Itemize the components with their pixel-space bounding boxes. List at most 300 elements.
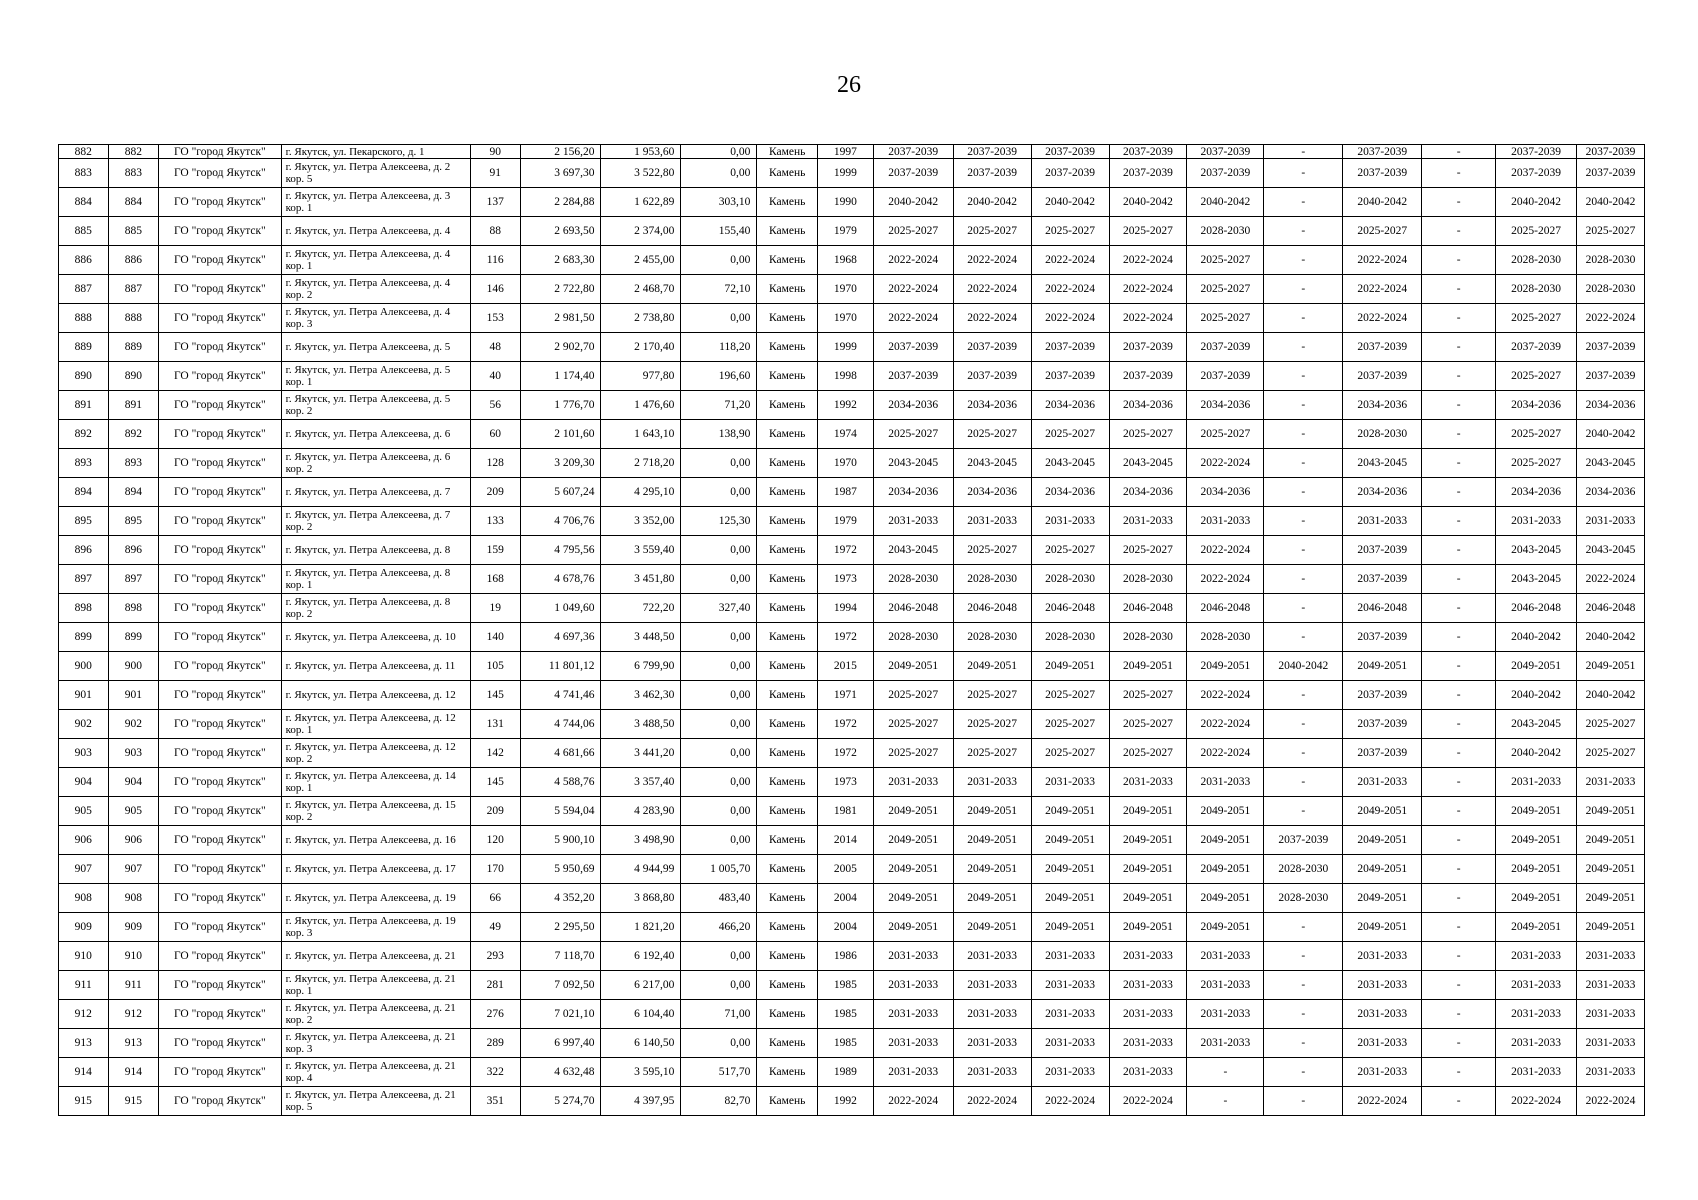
table-body bbox=[59, 145, 1645, 1116]
cell-row-number: 910 bbox=[59, 942, 109, 971]
cell-work-period-6: - bbox=[1264, 565, 1343, 594]
cell-work-period-9: 2031-2033 bbox=[1496, 971, 1577, 1000]
cell-work-period-6: - bbox=[1264, 536, 1343, 565]
cell-apartments-count: 48 bbox=[470, 333, 520, 362]
cell-municipality: ГО "город Якутск" bbox=[159, 826, 281, 855]
cell-residential-area: 3 448,50 bbox=[601, 623, 681, 652]
cell-municipality: ГО "город Якутск" bbox=[159, 1058, 281, 1087]
cell-address: г. Якутск, ул. Петра Алексеева, д. 7 bbox=[281, 478, 470, 507]
cell-apartments-count: 133 bbox=[470, 507, 520, 536]
table-row bbox=[59, 159, 1645, 188]
cell-work-period-5: 2025-2027 bbox=[1187, 246, 1264, 275]
cell-work-period-8: - bbox=[1422, 333, 1496, 362]
cell-work-period-10: 2034-2036 bbox=[1577, 478, 1645, 507]
cell-work-period-7: 2022-2024 bbox=[1343, 275, 1422, 304]
cell-work-period-9: 2031-2033 bbox=[1496, 1058, 1577, 1087]
page-number: 26 bbox=[837, 72, 861, 98]
table-row bbox=[59, 188, 1645, 217]
cell-work-period-7: 2037-2039 bbox=[1343, 145, 1422, 159]
cell-work-period-9: 2040-2042 bbox=[1496, 188, 1577, 217]
cell-total-area: 4 352,20 bbox=[520, 884, 601, 913]
cell-row-number: 899 bbox=[59, 623, 109, 652]
cell-work-period-9: 2028-2030 bbox=[1496, 275, 1577, 304]
cell-residential-area: 1 622,89 bbox=[601, 188, 681, 217]
cell-work-period-6: - bbox=[1264, 362, 1343, 391]
cell-work-period-10: 2028-2030 bbox=[1577, 275, 1645, 304]
cell-work-period-8: - bbox=[1422, 565, 1496, 594]
cell-address: г. Якутск, ул. Петра Алексеева, д. 21 bbox=[281, 942, 470, 971]
cell-work-period-2: 2025-2027 bbox=[953, 217, 1031, 246]
cell-house-number: 908 bbox=[108, 884, 159, 913]
cell-municipality: ГО "город Якутск" bbox=[159, 420, 281, 449]
cell-address: г. Якутск, ул. Петра Алексеева, д. 21 кор. 1 bbox=[281, 971, 470, 1000]
cell-work-period-8: - bbox=[1422, 362, 1496, 391]
cell-apartments-count: 276 bbox=[470, 1000, 520, 1029]
cell-residential-area: 977,80 bbox=[601, 362, 681, 391]
cell-municipality: ГО "город Якутск" bbox=[159, 739, 281, 768]
cell-work-period-2: 2022-2024 bbox=[953, 275, 1031, 304]
cell-municipality: ГО "город Якутск" bbox=[159, 855, 281, 884]
cell-work-period-4: 2022-2024 bbox=[1109, 304, 1187, 333]
cell-work-period-9: 2031-2033 bbox=[1496, 768, 1577, 797]
cell-work-period-10: 2040-2042 bbox=[1577, 420, 1645, 449]
cell-total-area: 4 706,76 bbox=[520, 507, 601, 536]
cell-work-period-9: 2043-2045 bbox=[1496, 565, 1577, 594]
cell-work-period-10: 2031-2033 bbox=[1577, 971, 1645, 1000]
cell-municipality: ГО "город Якутск" bbox=[159, 536, 281, 565]
cell-build-year: 1974 bbox=[818, 420, 874, 449]
cell-house-number: 889 bbox=[108, 333, 159, 362]
cell-work-period-3: 2031-2033 bbox=[1031, 1029, 1109, 1058]
cell-house-number: 902 bbox=[108, 710, 159, 739]
cell-non-residential-area: 0,00 bbox=[681, 565, 757, 594]
cell-work-period-6: - bbox=[1264, 333, 1343, 362]
cell-work-period-4: 2049-2051 bbox=[1109, 652, 1187, 681]
cell-work-period-8: - bbox=[1422, 145, 1496, 159]
cell-row-number: 890 bbox=[59, 362, 109, 391]
cell-work-period-7: 2049-2051 bbox=[1343, 652, 1422, 681]
cell-work-period-5: 2022-2024 bbox=[1187, 739, 1264, 768]
cell-work-period-5: 2031-2033 bbox=[1187, 971, 1264, 1000]
cell-apartments-count: 170 bbox=[470, 855, 520, 884]
cell-house-number: 883 bbox=[108, 159, 159, 188]
cell-row-number: 905 bbox=[59, 797, 109, 826]
cell-work-period-5: 2046-2048 bbox=[1187, 594, 1264, 623]
cell-build-year: 1971 bbox=[818, 681, 874, 710]
cell-work-period-5: 2022-2024 bbox=[1187, 449, 1264, 478]
cell-row-number: 903 bbox=[59, 739, 109, 768]
cell-work-period-8: - bbox=[1422, 942, 1496, 971]
cell-apartments-count: 40 bbox=[470, 362, 520, 391]
cell-work-period-3: 2049-2051 bbox=[1031, 826, 1109, 855]
cell-residential-area: 2 170,40 bbox=[601, 333, 681, 362]
cell-house-number: 904 bbox=[108, 768, 159, 797]
cell-non-residential-area: 82,70 bbox=[681, 1087, 757, 1116]
cell-wall-material: Камень bbox=[757, 913, 818, 942]
table-row bbox=[59, 855, 1645, 884]
cell-work-period-1: 2031-2033 bbox=[873, 1000, 953, 1029]
cell-work-period-4: 2022-2024 bbox=[1109, 246, 1187, 275]
cell-row-number: 886 bbox=[59, 246, 109, 275]
cell-work-period-6: - bbox=[1264, 739, 1343, 768]
cell-work-period-6: - bbox=[1264, 391, 1343, 420]
table-row bbox=[59, 942, 1645, 971]
cell-apartments-count: 56 bbox=[470, 391, 520, 420]
cell-row-number: 884 bbox=[59, 188, 109, 217]
cell-address: г. Якутск, ул. Петра Алексеева, д. 6 кор. 2 bbox=[281, 449, 470, 478]
cell-non-residential-area: 0,00 bbox=[681, 942, 757, 971]
cell-work-period-9: 2040-2042 bbox=[1496, 681, 1577, 710]
cell-residential-area: 2 455,00 bbox=[601, 246, 681, 275]
cell-work-period-10: 2022-2024 bbox=[1577, 1087, 1645, 1116]
cell-work-period-7: 2037-2039 bbox=[1343, 333, 1422, 362]
cell-address: г. Якутск, ул. Петра Алексеева, д. 7 кор. 2 bbox=[281, 507, 470, 536]
cell-work-period-3: 2025-2027 bbox=[1031, 710, 1109, 739]
cell-municipality: ГО "город Якутск" bbox=[159, 565, 281, 594]
cell-work-period-1: 2034-2036 bbox=[873, 478, 953, 507]
cell-work-period-1: 2043-2045 bbox=[873, 449, 953, 478]
cell-address: г. Якутск, ул. Петра Алексеева, д. 4 bbox=[281, 217, 470, 246]
cell-work-period-5: 2022-2024 bbox=[1187, 565, 1264, 594]
cell-work-period-6: - bbox=[1264, 594, 1343, 623]
cell-work-period-1: 2025-2027 bbox=[873, 739, 953, 768]
cell-wall-material: Камень bbox=[757, 855, 818, 884]
cell-work-period-9: 2028-2030 bbox=[1496, 246, 1577, 275]
cell-wall-material: Камень bbox=[757, 478, 818, 507]
cell-work-period-8: - bbox=[1422, 797, 1496, 826]
cell-work-period-6: 2028-2030 bbox=[1264, 884, 1343, 913]
cell-work-period-2: 2025-2027 bbox=[953, 710, 1031, 739]
cell-total-area: 2 683,30 bbox=[520, 246, 601, 275]
cell-municipality: ГО "город Якутск" bbox=[159, 913, 281, 942]
cell-work-period-5: 2049-2051 bbox=[1187, 913, 1264, 942]
cell-municipality: ГО "город Якутск" bbox=[159, 217, 281, 246]
cell-house-number: 905 bbox=[108, 797, 159, 826]
cell-work-period-2: 2037-2039 bbox=[953, 159, 1031, 188]
cell-row-number: 893 bbox=[59, 449, 109, 478]
cell-work-period-10: 2025-2027 bbox=[1577, 217, 1645, 246]
cell-work-period-10: 2031-2033 bbox=[1577, 768, 1645, 797]
cell-total-area: 3 697,30 bbox=[520, 159, 601, 188]
cell-municipality: ГО "город Якутск" bbox=[159, 681, 281, 710]
cell-total-area: 4 632,48 bbox=[520, 1058, 601, 1087]
cell-wall-material: Камень bbox=[757, 768, 818, 797]
cell-apartments-count: 91 bbox=[470, 159, 520, 188]
cell-total-area: 4 795,56 bbox=[520, 536, 601, 565]
cell-work-period-1: 2022-2024 bbox=[873, 1087, 953, 1116]
cell-residential-area: 2 374,00 bbox=[601, 217, 681, 246]
cell-build-year: 2004 bbox=[818, 913, 874, 942]
cell-address: г. Якутск, ул. Петра Алексеева, д. 2 кор. 5 bbox=[281, 159, 470, 188]
cell-total-area: 2 284,88 bbox=[520, 188, 601, 217]
cell-work-period-6: 2028-2030 bbox=[1264, 855, 1343, 884]
cell-work-period-8: - bbox=[1422, 536, 1496, 565]
cell-row-number: 900 bbox=[59, 652, 109, 681]
cell-house-number: 906 bbox=[108, 826, 159, 855]
cell-work-period-1: 2049-2051 bbox=[873, 855, 953, 884]
table-row bbox=[59, 362, 1645, 391]
cell-house-number: 903 bbox=[108, 739, 159, 768]
cell-build-year: 2005 bbox=[818, 855, 874, 884]
cell-work-period-4: 2031-2033 bbox=[1109, 971, 1187, 1000]
cell-work-period-9: 2037-2039 bbox=[1496, 159, 1577, 188]
cell-address: г. Якутск, ул. Петра Алексеева, д. 21 кор. 5 bbox=[281, 1087, 470, 1116]
cell-work-period-10: 2031-2033 bbox=[1577, 942, 1645, 971]
cell-work-period-7: 2046-2048 bbox=[1343, 594, 1422, 623]
cell-work-period-3: 2025-2027 bbox=[1031, 420, 1109, 449]
cell-apartments-count: 105 bbox=[470, 652, 520, 681]
cell-work-period-1: 2025-2027 bbox=[873, 681, 953, 710]
cell-municipality: ГО "город Якутск" bbox=[159, 145, 281, 159]
cell-work-period-8: - bbox=[1422, 623, 1496, 652]
cell-work-period-4: 2034-2036 bbox=[1109, 391, 1187, 420]
cell-address: г. Якутск, ул. Петра Алексеева, д. 8 bbox=[281, 536, 470, 565]
cell-total-area: 4 741,46 bbox=[520, 681, 601, 710]
cell-wall-material: Камень bbox=[757, 942, 818, 971]
cell-build-year: 1999 bbox=[818, 159, 874, 188]
cell-work-period-6: - bbox=[1264, 768, 1343, 797]
cell-wall-material: Камень bbox=[757, 826, 818, 855]
cell-address: г. Якутск, ул. Петра Алексеева, д. 19 кор. 3 bbox=[281, 913, 470, 942]
cell-municipality: ГО "город Якутск" bbox=[159, 449, 281, 478]
cell-work-period-4: 2025-2027 bbox=[1109, 681, 1187, 710]
cell-work-period-3: 2022-2024 bbox=[1031, 246, 1109, 275]
cell-work-period-9: 2049-2051 bbox=[1496, 855, 1577, 884]
cell-municipality: ГО "город Якутск" bbox=[159, 478, 281, 507]
cell-work-period-1: 2046-2048 bbox=[873, 594, 953, 623]
cell-wall-material: Камень bbox=[757, 681, 818, 710]
table-row bbox=[59, 275, 1645, 304]
cell-wall-material: Камень bbox=[757, 797, 818, 826]
cell-work-period-2: 2031-2033 bbox=[953, 942, 1031, 971]
cell-non-residential-area: 125,30 bbox=[681, 507, 757, 536]
housing-register-table bbox=[58, 144, 1645, 1116]
cell-municipality: ГО "город Якутск" bbox=[159, 1000, 281, 1029]
cell-work-period-4: 2037-2039 bbox=[1109, 333, 1187, 362]
cell-address: г. Якутск, ул. Петра Алексеева, д. 8 кор. 1 bbox=[281, 565, 470, 594]
cell-work-period-9: 2049-2051 bbox=[1496, 797, 1577, 826]
cell-work-period-6: - bbox=[1264, 1058, 1343, 1087]
cell-wall-material: Камень bbox=[757, 536, 818, 565]
cell-residential-area: 4 397,95 bbox=[601, 1087, 681, 1116]
cell-address: г. Якутск, ул. Петра Алексеева, д. 15 кор. 2 bbox=[281, 797, 470, 826]
cell-address: г. Якутск, ул. Петра Алексеева, д. 3 кор. 1 bbox=[281, 188, 470, 217]
cell-municipality: ГО "город Якутск" bbox=[159, 188, 281, 217]
cell-work-period-4: 2031-2033 bbox=[1109, 942, 1187, 971]
cell-work-period-1: 2049-2051 bbox=[873, 884, 953, 913]
cell-work-period-10: 2049-2051 bbox=[1577, 652, 1645, 681]
cell-house-number: 890 bbox=[108, 362, 159, 391]
cell-work-period-7: 2031-2033 bbox=[1343, 971, 1422, 1000]
cell-work-period-2: 2025-2027 bbox=[953, 739, 1031, 768]
cell-work-period-7: 2040-2042 bbox=[1343, 188, 1422, 217]
cell-work-period-5: 2049-2051 bbox=[1187, 826, 1264, 855]
cell-work-period-3: 2028-2030 bbox=[1031, 623, 1109, 652]
cell-work-period-2: 2022-2024 bbox=[953, 304, 1031, 333]
cell-wall-material: Камень bbox=[757, 217, 818, 246]
cell-work-period-8: - bbox=[1422, 1029, 1496, 1058]
cell-work-period-7: 2037-2039 bbox=[1343, 159, 1422, 188]
cell-work-period-5: 2028-2030 bbox=[1187, 217, 1264, 246]
cell-work-period-3: 2034-2036 bbox=[1031, 391, 1109, 420]
cell-work-period-4: 2031-2033 bbox=[1109, 1058, 1187, 1087]
table-row bbox=[59, 739, 1645, 768]
cell-apartments-count: 322 bbox=[470, 1058, 520, 1087]
cell-work-period-10: 2037-2039 bbox=[1577, 159, 1645, 188]
cell-work-period-8: - bbox=[1422, 681, 1496, 710]
cell-work-period-3: 2043-2045 bbox=[1031, 449, 1109, 478]
cell-work-period-9: 2037-2039 bbox=[1496, 333, 1577, 362]
cell-non-residential-area: 0,00 bbox=[681, 304, 757, 333]
cell-work-period-1: 2037-2039 bbox=[873, 333, 953, 362]
cell-non-residential-area: 0,00 bbox=[681, 159, 757, 188]
cell-municipality: ГО "город Якутск" bbox=[159, 507, 281, 536]
cell-work-period-5: 2022-2024 bbox=[1187, 710, 1264, 739]
cell-work-period-6: - bbox=[1264, 478, 1343, 507]
table-row bbox=[59, 420, 1645, 449]
cell-work-period-5: 2022-2024 bbox=[1187, 536, 1264, 565]
table-row bbox=[59, 145, 1645, 159]
cell-work-period-10: 2049-2051 bbox=[1577, 855, 1645, 884]
cell-residential-area: 6 104,40 bbox=[601, 1000, 681, 1029]
cell-work-period-3: 2046-2048 bbox=[1031, 594, 1109, 623]
cell-house-number: 907 bbox=[108, 855, 159, 884]
cell-work-period-8: - bbox=[1422, 391, 1496, 420]
cell-total-area: 5 900,10 bbox=[520, 826, 601, 855]
cell-work-period-3: 2034-2036 bbox=[1031, 478, 1109, 507]
cell-build-year: 1985 bbox=[818, 971, 874, 1000]
cell-municipality: ГО "город Якутск" bbox=[159, 710, 281, 739]
table-row bbox=[59, 971, 1645, 1000]
cell-work-period-2: 2049-2051 bbox=[953, 855, 1031, 884]
cell-work-period-2: 2049-2051 bbox=[953, 652, 1031, 681]
cell-work-period-10: 2031-2033 bbox=[1577, 507, 1645, 536]
cell-row-number: 904 bbox=[59, 768, 109, 797]
cell-residential-area: 3 462,30 bbox=[601, 681, 681, 710]
cell-work-period-6: - bbox=[1264, 681, 1343, 710]
cell-municipality: ГО "город Якутск" bbox=[159, 971, 281, 1000]
cell-apartments-count: 168 bbox=[470, 565, 520, 594]
cell-total-area: 1 049,60 bbox=[520, 594, 601, 623]
cell-work-period-3: 2025-2027 bbox=[1031, 217, 1109, 246]
cell-work-period-7: 2031-2033 bbox=[1343, 942, 1422, 971]
table-row bbox=[59, 507, 1645, 536]
cell-build-year: 1985 bbox=[818, 1029, 874, 1058]
cell-non-residential-area: 118,20 bbox=[681, 333, 757, 362]
cell-work-period-9: 2049-2051 bbox=[1496, 913, 1577, 942]
cell-work-period-8: - bbox=[1422, 826, 1496, 855]
cell-apartments-count: 66 bbox=[470, 884, 520, 913]
cell-row-number: 898 bbox=[59, 594, 109, 623]
cell-house-number: 891 bbox=[108, 391, 159, 420]
cell-non-residential-area: 155,40 bbox=[681, 217, 757, 246]
cell-residential-area: 1 643,10 bbox=[601, 420, 681, 449]
cell-non-residential-area: 0,00 bbox=[681, 246, 757, 275]
cell-work-period-2: 2028-2030 bbox=[953, 565, 1031, 594]
cell-non-residential-area: 0,00 bbox=[681, 681, 757, 710]
cell-address: г. Якутск, ул. Петра Алексеева, д. 14 кор. 1 bbox=[281, 768, 470, 797]
cell-work-period-10: 2025-2027 bbox=[1577, 739, 1645, 768]
cell-work-period-10: 2031-2033 bbox=[1577, 1029, 1645, 1058]
cell-non-residential-area: 71,20 bbox=[681, 391, 757, 420]
cell-work-period-4: 2025-2027 bbox=[1109, 536, 1187, 565]
cell-non-residential-area: 0,00 bbox=[681, 536, 757, 565]
cell-build-year: 1972 bbox=[818, 710, 874, 739]
cell-work-period-9: 2025-2027 bbox=[1496, 362, 1577, 391]
cell-total-area: 4 744,06 bbox=[520, 710, 601, 739]
cell-municipality: ГО "город Якутск" bbox=[159, 623, 281, 652]
cell-work-period-9: 2031-2033 bbox=[1496, 942, 1577, 971]
table-row bbox=[59, 710, 1645, 739]
cell-work-period-9: 2025-2027 bbox=[1496, 217, 1577, 246]
cell-residential-area: 3 595,10 bbox=[601, 1058, 681, 1087]
cell-house-number: 910 bbox=[108, 942, 159, 971]
cell-build-year: 1985 bbox=[818, 1000, 874, 1029]
cell-municipality: ГО "город Якутск" bbox=[159, 1029, 281, 1058]
cell-work-period-6: - bbox=[1264, 304, 1343, 333]
cell-work-period-10: 2046-2048 bbox=[1577, 594, 1645, 623]
cell-apartments-count: 351 bbox=[470, 1087, 520, 1116]
table-row bbox=[59, 1087, 1645, 1116]
cell-non-residential-area: 0,00 bbox=[681, 710, 757, 739]
cell-work-period-2: 2022-2024 bbox=[953, 1087, 1031, 1116]
cell-work-period-4: 2025-2027 bbox=[1109, 710, 1187, 739]
cell-work-period-5: 2031-2033 bbox=[1187, 507, 1264, 536]
cell-work-period-8: - bbox=[1422, 478, 1496, 507]
cell-work-period-8: - bbox=[1422, 159, 1496, 188]
table-row bbox=[59, 1029, 1645, 1058]
cell-wall-material: Камень bbox=[757, 971, 818, 1000]
cell-work-period-2: 2031-2033 bbox=[953, 1000, 1031, 1029]
cell-residential-area: 6 217,00 bbox=[601, 971, 681, 1000]
cell-work-period-9: 2046-2048 bbox=[1496, 594, 1577, 623]
cell-row-number: 882 bbox=[59, 145, 109, 159]
cell-build-year: 1999 bbox=[818, 333, 874, 362]
table-row bbox=[59, 826, 1645, 855]
cell-apartments-count: 281 bbox=[470, 971, 520, 1000]
cell-work-period-8: - bbox=[1422, 971, 1496, 1000]
cell-residential-area: 6 192,40 bbox=[601, 942, 681, 971]
cell-residential-area: 2 468,70 bbox=[601, 275, 681, 304]
cell-work-period-5: 2031-2033 bbox=[1187, 1029, 1264, 1058]
table-row bbox=[59, 246, 1645, 275]
cell-work-period-3: 2037-2039 bbox=[1031, 362, 1109, 391]
cell-non-residential-area: 196,60 bbox=[681, 362, 757, 391]
cell-build-year: 2004 bbox=[818, 884, 874, 913]
cell-address: г. Якутск, ул. Петра Алексеева, д. 17 bbox=[281, 855, 470, 884]
cell-work-period-8: - bbox=[1422, 246, 1496, 275]
cell-wall-material: Камень bbox=[757, 652, 818, 681]
cell-house-number: 882 bbox=[108, 145, 159, 159]
cell-non-residential-area: 466,20 bbox=[681, 913, 757, 942]
cell-apartments-count: 145 bbox=[470, 768, 520, 797]
cell-work-period-3: 2025-2027 bbox=[1031, 536, 1109, 565]
cell-work-period-1: 2022-2024 bbox=[873, 304, 953, 333]
table-row bbox=[59, 449, 1645, 478]
cell-work-period-6: - bbox=[1264, 275, 1343, 304]
cell-non-residential-area: 517,70 bbox=[681, 1058, 757, 1087]
cell-work-period-5: 2025-2027 bbox=[1187, 420, 1264, 449]
cell-work-period-4: 2022-2024 bbox=[1109, 1087, 1187, 1116]
cell-wall-material: Камень bbox=[757, 507, 818, 536]
cell-work-period-9: 2043-2045 bbox=[1496, 536, 1577, 565]
cell-work-period-8: - bbox=[1422, 1058, 1496, 1087]
cell-work-period-6: - bbox=[1264, 623, 1343, 652]
cell-work-period-3: 2025-2027 bbox=[1031, 681, 1109, 710]
cell-build-year: 1973 bbox=[818, 565, 874, 594]
cell-wall-material: Камень bbox=[757, 565, 818, 594]
cell-work-period-2: 2031-2033 bbox=[953, 768, 1031, 797]
